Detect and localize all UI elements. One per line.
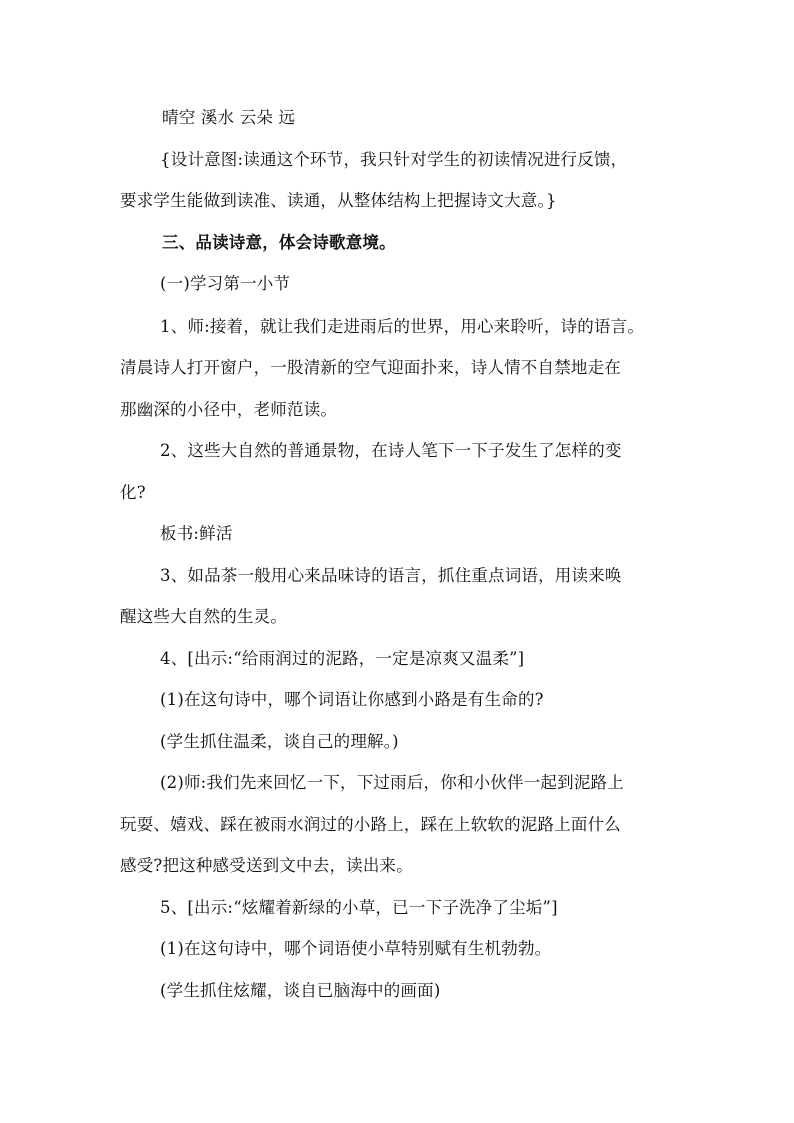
- design-intent-line-2: 要求学生能做到读准、读通，从整体结构上把握诗文大意。}: [120, 191, 557, 210]
- paragraph-3-line-2: 醒这些大自然的生灵。: [120, 607, 287, 626]
- paragraph-2-line-1: 2、这些大自然的普通景物，在诗人笔下一下子发生了怎样的变: [160, 441, 622, 460]
- paragraph-2-line-2: 化?: [120, 483, 146, 502]
- item-4-part-2-line-3: 感受?把这种感受送到文中去，读出来。: [120, 856, 413, 875]
- paragraph-3-line-1: 3、如品茶一般用心来品味诗的语言，抓住重点词语，用读来唤: [160, 566, 622, 585]
- item-4-part-2-line-2: 玩耍、嬉戏、踩在被雨水润过的小路上，踩在上软软的泥路上面什么: [120, 815, 621, 834]
- design-intent-line-1: {设计意图:读通这个环节，我只针对学生的初读情况进行反馈，: [160, 150, 628, 169]
- section-heading: 三、品读诗意，体会诗歌意境。: [162, 233, 396, 252]
- paragraph-1-line-2: 清晨诗人打开窗户，一股清新的空气迎面扑来，诗人情不自禁地走在: [120, 358, 621, 377]
- item-4-question: (1)在这句诗中，哪个词语让你感到小路是有生命的?: [160, 690, 544, 709]
- item-5-answer: (学生抓住炫耀，谈自已脑海中的画面): [160, 981, 441, 1000]
- subsection-heading: (一)学习第一小节: [160, 274, 291, 293]
- word-list-line: 晴空 溪水 云朵 远: [162, 108, 296, 127]
- paragraph-1-line-3: 那幽深的小径中，老师范读。: [120, 400, 338, 419]
- item-5-question: (1)在这句诗中，哪个词语使小草特别赋有生机勃勃。: [160, 939, 552, 958]
- item-4-quote: 4、[出示:“给雨润过的泥路，一定是凉爽又温柔”]: [160, 649, 525, 668]
- item-4-answer: (学生抓住温柔，谈自己的理解。): [160, 732, 399, 751]
- paragraph-1-line-1: 1、师:接着，就让我们走进雨后的世界，用心来聆听，诗的语言。: [160, 317, 645, 336]
- item-5-quote: 5、[出示:“炫耀着新绿的小草，已一下子洗净了尘垢”]: [160, 898, 558, 917]
- item-4-part-2-line-1: (2)师:我们先来回忆一下，下过雨后，你和小伙伴一起到泥路上: [160, 773, 624, 792]
- blackboard-note: 板书:鲜活: [160, 524, 233, 543]
